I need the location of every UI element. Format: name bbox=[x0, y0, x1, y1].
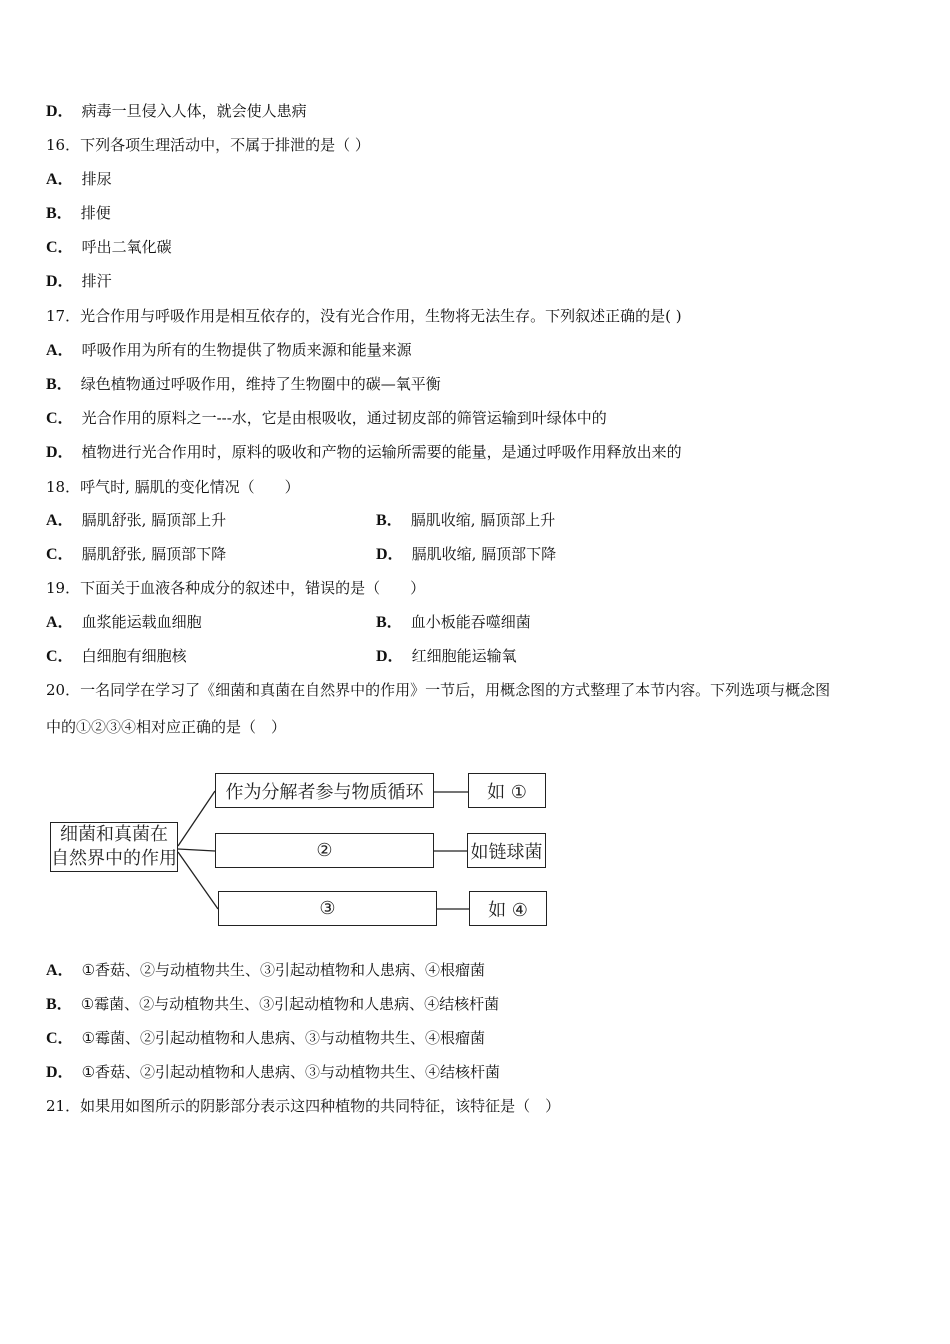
option-label: D． bbox=[46, 103, 74, 120]
q16-option-a bbox=[46, 169, 112, 190]
q20-option-d bbox=[46, 1062, 500, 1083]
option-text: 膈肌收缩, 膈顶部上升 bbox=[410, 511, 556, 529]
option-text: ①霉菌、②引起动植物和人患病、③与动植物共生、④根瘤菌 bbox=[81, 1029, 486, 1047]
option-label: B． bbox=[46, 996, 73, 1013]
option-text: 植物进行光合作用时，原料的吸收和产物的运输所需要的能量，是通过呼吸作用释放出来的 bbox=[81, 443, 682, 461]
connector-root-branch3 bbox=[178, 852, 218, 909]
option-label: A． bbox=[46, 342, 74, 359]
diagram-branch1-box: 作为分解者参与物质循环 bbox=[215, 773, 434, 808]
q18-option-b bbox=[376, 510, 555, 531]
option-label: C． bbox=[46, 1030, 74, 1047]
option-text: 血浆能运载血细胞 bbox=[81, 613, 202, 631]
diagram-branch2-example-box: 如链球菌 bbox=[467, 833, 546, 868]
q18-option-a bbox=[46, 511, 226, 529]
q17-option-b bbox=[46, 374, 441, 395]
option-text: ①香菇、②引起动植物和人患病、③与动植物共生、④结核杆菌 bbox=[81, 1063, 501, 1081]
q19-options-row1 bbox=[46, 612, 746, 633]
option-label: C． bbox=[46, 410, 74, 427]
option-text: 排便 bbox=[80, 204, 111, 222]
option-label: D． bbox=[46, 444, 74, 461]
option-text: 光合作用的原料之一---水，它是由根吸收，通过韧皮部的筛管运输到叶绿体中的 bbox=[81, 409, 607, 427]
option-text: 呼出二氧化碳 bbox=[81, 238, 172, 256]
q19-option-d bbox=[376, 646, 517, 667]
q16-option-c bbox=[46, 237, 172, 258]
option-text: 白细胞有细胞核 bbox=[81, 647, 187, 665]
option-text: ①霉菌、②与动植物共生、③引起动植物和人患病、④结核杆菌 bbox=[80, 995, 500, 1013]
option-text: ①香菇、②与动植物共生、③引起动植物和人患病、④根瘤菌 bbox=[81, 961, 486, 979]
q17-stem: 17．光合作用与呼吸作用是相互依存的，没有光合作用，生物将无法生存。下列叙述正确的是( ) bbox=[46, 307, 682, 325]
q16-stem: 16．下列各项生理活动中，不属于排泄的是（ ） bbox=[46, 136, 370, 154]
q18-option-d bbox=[376, 544, 556, 565]
q17-option-d bbox=[46, 442, 682, 463]
q19-option-a bbox=[46, 613, 202, 631]
option-text: 病毒一旦侵入人体，就会使人患病 bbox=[81, 102, 307, 120]
q18-options-row1 bbox=[46, 510, 746, 531]
option-label: B． bbox=[376, 614, 403, 631]
q20-option-c bbox=[46, 1028, 485, 1049]
option-label: C． bbox=[46, 239, 74, 256]
option-label: D． bbox=[46, 1064, 74, 1081]
option-text: 膈肌舒张, 膈顶部上升 bbox=[81, 511, 227, 529]
option-text: 绿色植物通过呼吸作用，维持了生物圈中的碳—氧平衡 bbox=[80, 375, 441, 393]
q19-stem: 19．下面关于血液各种成分的叙述中，错误的是（ ） bbox=[46, 579, 426, 597]
diagram-root-box bbox=[50, 822, 178, 872]
connector-root-branch1 bbox=[178, 791, 215, 846]
option-label: D． bbox=[376, 546, 404, 563]
option-text: 排汗 bbox=[81, 272, 112, 290]
option-text: 红细胞能运输氧 bbox=[411, 647, 517, 665]
diagram-root-line2: 自然界中的作用 bbox=[51, 848, 177, 869]
q21-stem: 21．如果用如图所示的阴影部分表示这四种植物的共同特征，该特征是（ ） bbox=[46, 1097, 561, 1115]
q19-options-row2 bbox=[46, 646, 746, 667]
option-label: A． bbox=[46, 171, 74, 188]
option-text: 膈肌舒张, 膈顶部下降 bbox=[81, 545, 227, 563]
q20-option-b bbox=[46, 994, 499, 1015]
q17-option-c bbox=[46, 408, 607, 429]
option-label: C． bbox=[46, 546, 74, 563]
q15-option-d bbox=[46, 101, 307, 122]
q19-option-c bbox=[46, 647, 187, 665]
q20-stem-line2: 中的①②③④相对应正确的是（ ） bbox=[46, 718, 287, 736]
option-text: 血小板能吞噬细菌 bbox=[410, 613, 531, 631]
q16-option-b bbox=[46, 203, 111, 224]
option-label: D． bbox=[46, 273, 74, 290]
option-text: 膈肌收缩, 膈顶部下降 bbox=[411, 545, 557, 563]
q16-option-d bbox=[46, 271, 112, 292]
option-text: 排尿 bbox=[81, 170, 112, 188]
diagram-root-line1: 细菌和真菌在 bbox=[60, 824, 168, 845]
connector-root-branch2 bbox=[178, 849, 215, 851]
option-text: 呼吸作用为所有的生物提供了物质来源和能量来源 bbox=[81, 341, 412, 359]
diagram-branch1-example-box: 如 ① bbox=[468, 773, 546, 808]
q20-option-a bbox=[46, 960, 485, 981]
option-label: B． bbox=[46, 376, 73, 393]
option-label: C． bbox=[46, 648, 74, 665]
q17-option-a bbox=[46, 340, 412, 361]
option-label: B． bbox=[376, 512, 403, 529]
diagram-branch3-example-box: 如 ④ bbox=[469, 891, 547, 926]
option-label: D． bbox=[376, 648, 404, 665]
q18-options-row2 bbox=[46, 544, 746, 565]
q18-stem: 18．呼气时, 膈肌的变化情况（ ） bbox=[46, 478, 300, 496]
option-label: A． bbox=[46, 512, 74, 529]
q18-option-c bbox=[46, 545, 226, 563]
q20-stem-line1: 20．一名同学在学习了《细菌和真菌在自然界中的作用》一节后，用概念图的方式整理了本节内容。下列选项与概念图 bbox=[46, 681, 831, 699]
option-label: A． bbox=[46, 962, 74, 979]
option-label: A． bbox=[46, 614, 74, 631]
q19-option-b bbox=[376, 612, 531, 633]
diagram-branch3-box: ③ bbox=[218, 891, 437, 926]
option-label: B． bbox=[46, 205, 73, 222]
diagram-branch2-box: ② bbox=[215, 833, 434, 868]
